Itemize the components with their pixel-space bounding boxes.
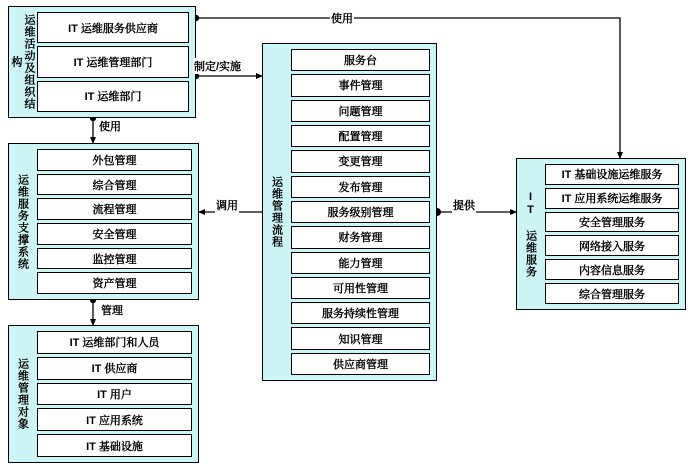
item-objects-4[interactable]: IT 基础设施	[37, 434, 192, 457]
item-process-8[interactable]: 能力管理	[291, 252, 430, 274]
group-objects	[8, 325, 199, 463]
item-org-2[interactable]: IT 运维部门	[37, 81, 189, 112]
item-services-5[interactable]: 综合管理服务	[545, 283, 679, 304]
group-support-items	[35, 144, 198, 299]
group-org-items	[35, 7, 195, 117]
item-support-0[interactable]: 外包管理	[37, 149, 192, 171]
item-process-10[interactable]: 服务持续性管理	[291, 302, 430, 324]
item-support-2[interactable]: 流程管理	[37, 198, 192, 220]
item-process-3[interactable]: 配置管理	[291, 125, 430, 147]
edge-label-invoke: 调用	[215, 197, 239, 213]
edge-label-use-left: 使用	[98, 118, 122, 134]
item-support-1[interactable]: 综合管理	[37, 174, 192, 196]
group-objects-title: 运维管理对象	[16, 358, 29, 430]
item-process-12[interactable]: 供应商管理	[291, 353, 430, 375]
item-org-1[interactable]: IT 运维管理部门	[37, 46, 189, 77]
group-process-title: 运维管理流程	[270, 176, 283, 248]
group-services	[516, 158, 686, 310]
item-services-2[interactable]: 安全管理服务	[545, 212, 679, 233]
edge-label-provide: 提供	[452, 197, 476, 213]
item-objects-3[interactable]: IT 应用系统	[37, 408, 192, 431]
item-process-2[interactable]: 问题管理	[291, 100, 430, 122]
group-process	[262, 43, 437, 381]
item-objects-2[interactable]: IT 用户	[37, 383, 192, 406]
group-support-title: 运维服务支撑系统	[16, 173, 29, 270]
item-services-3[interactable]: 网络接入服务	[545, 235, 679, 256]
item-process-11[interactable]: 知识管理	[291, 327, 430, 349]
edge-label-formulate: 制定/实施	[193, 58, 242, 74]
group-support	[8, 143, 199, 300]
item-process-9[interactable]: 可用性管理	[291, 277, 430, 299]
item-services-0[interactable]: IT 基础设施运维服务	[545, 164, 679, 185]
group-services-items	[543, 159, 685, 309]
item-support-4[interactable]: 监控管理	[37, 248, 192, 270]
item-services-1[interactable]: IT 应用系统运维服务	[545, 188, 679, 209]
group-process-items	[289, 44, 436, 380]
item-process-7[interactable]: 财务管理	[291, 226, 430, 248]
edge-label-manage: 管理	[100, 302, 124, 318]
item-support-3[interactable]: 安全管理	[37, 223, 192, 245]
item-process-1[interactable]: 事件管理	[291, 74, 430, 96]
item-services-4[interactable]: 内容信息服务	[545, 259, 679, 280]
item-process-0[interactable]: 服务台	[291, 49, 430, 71]
group-org-title: 运维活动及组织结构	[10, 14, 35, 110]
item-objects-1[interactable]: IT 供应商	[37, 357, 192, 380]
group-objects-items	[35, 326, 198, 462]
group-org	[8, 6, 196, 118]
item-objects-0[interactable]: IT 运维部门和人员	[37, 331, 192, 354]
edge-label-use-top: 使用	[330, 10, 354, 26]
item-org-0[interactable]: IT 运维服务供应商	[37, 12, 189, 43]
group-services-title: IT 运维服务	[524, 190, 537, 278]
item-support-5[interactable]: 资产管理	[37, 272, 192, 294]
item-process-4[interactable]: 变更管理	[291, 150, 430, 172]
item-process-6[interactable]: 服务级别管理	[291, 201, 430, 223]
item-process-5[interactable]: 发布管理	[291, 176, 430, 198]
